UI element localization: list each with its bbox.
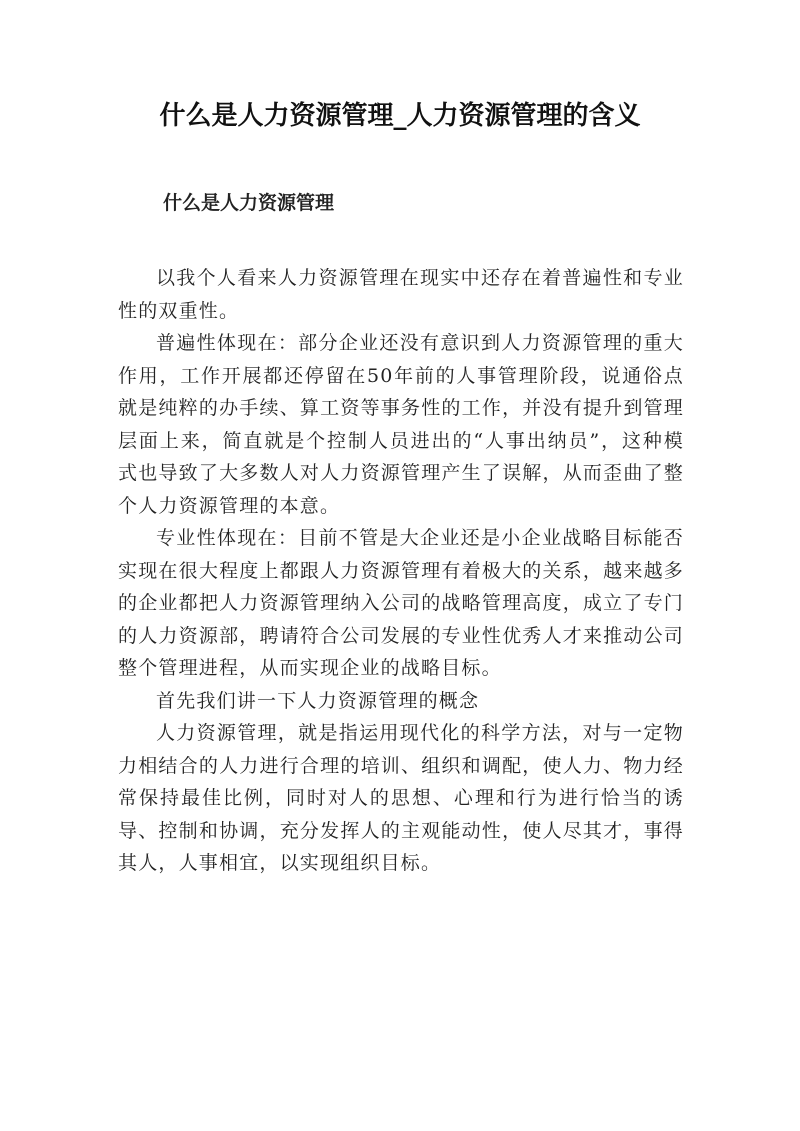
- document-title: 什么是人力资源管理_人力资源管理的含义: [159, 101, 641, 131]
- paragraph-professionalism: 专业性体现在：目前不管是大企业还是小企业战略目标能否实现在很大程度上都跟人力资源管理有着极大的关系，越来越多的企业都把人力资源管理纳入公司的战略管理高度，成立了专门的人力资源部，聘请符合公司发展的专业性优秀人才来推动公司整个管理进程，从而实现企业的战略目标。: [118, 527, 684, 679]
- section-heading: 什么是人力资源管理: [163, 192, 335, 214]
- paragraph-concept-heading: 首先我们讲一下人力资源管理的概念: [156, 689, 480, 712]
- document-body: [118, 262, 684, 880]
- paragraph-intro: 以我个人看来人力资源管理在现实中还存在着普遍性和专业性的双重性。: [118, 267, 684, 322]
- paragraph-definition: 人力资源管理，就是指运用现代化的科学方法，对与一定物力相结合的人力进行合理的培训、组织和调配，使人力、物力经常保持最佳比例，同时对人的思想、心理和行为进行恰当的诱导、控制和协调，充分发挥人的主观能动性，使人尽其才，事得其人，人事相宜，以实现组织目标。: [118, 722, 684, 874]
- paragraph-universality: 普遍性体现在：部分企业还没有意识到人力资源管理的重大作用，工作开展都还停留在50年前的人事管理阶段，说通俗点就是纯粹的办手续、算工资等事务性的工作，并没有提升到管理层面上来，简直就是个控制人员进出的“人事出纳员”，这种模式也导致了大多数人对人力资源管理产生了误解，从而歪曲了整个人力资源管理的本意。: [118, 332, 684, 517]
